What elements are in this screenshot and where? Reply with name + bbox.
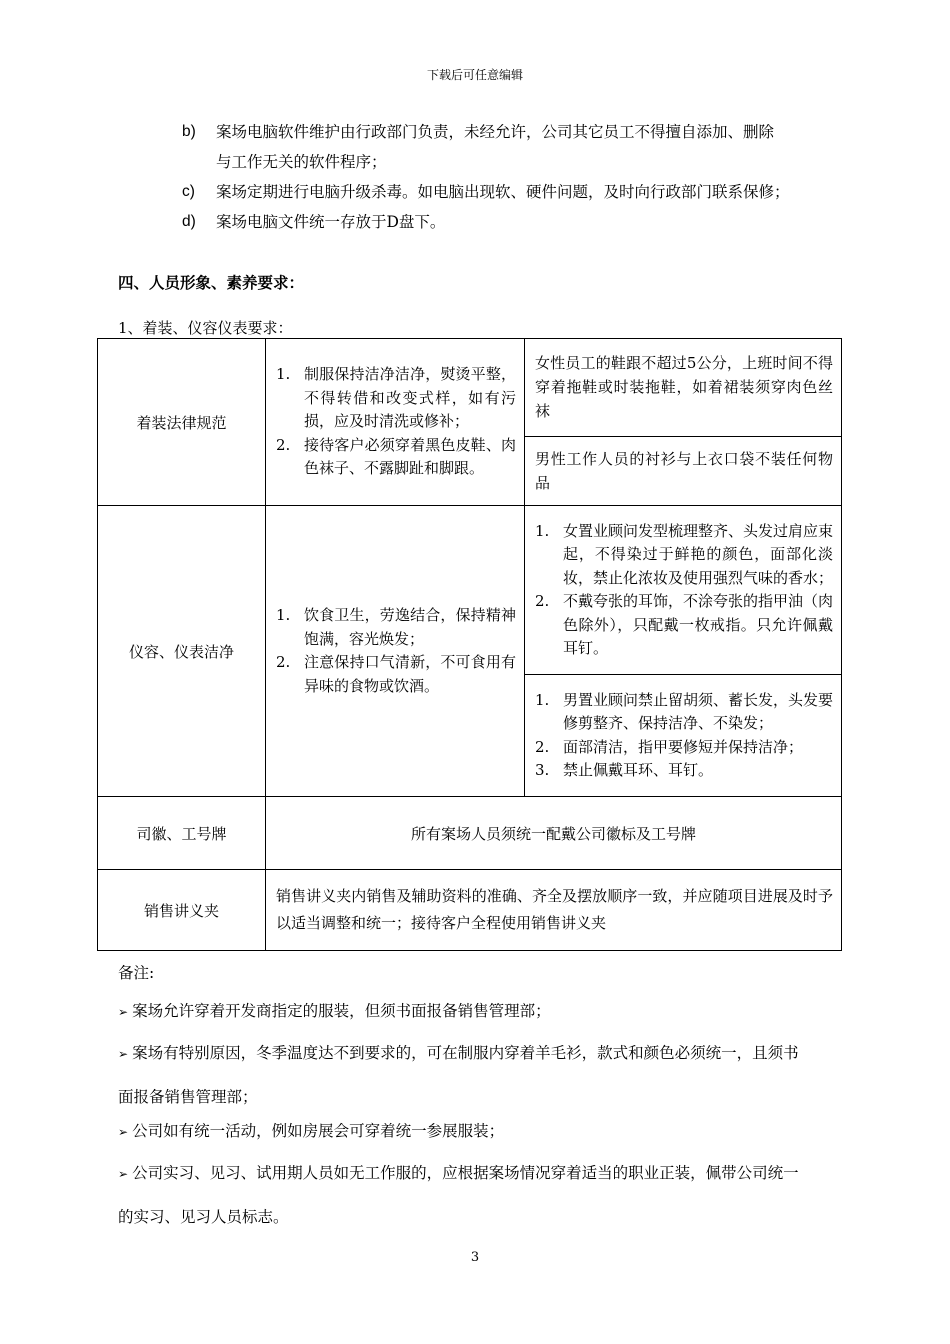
numbered-item: 1. 女置业顾问发型梳理整齐、头发过肩应束起，不得染过于鲜艳的颜色，面部化淡妆，禁止化浓妆及使用强烈气味的香水； (535, 521, 834, 587)
row-label: 仪容、仪表洁净 (98, 506, 266, 797)
item-line: 案场电脑文件统一存放于D盘下。 (216, 213, 446, 231)
male-cell (525, 675, 842, 797)
male-requirement: 男性工作人员的衬衫与上衣口袋不装任何物品 (535, 449, 833, 492)
list-item (182, 117, 842, 177)
item-marker: b) (182, 123, 196, 140)
note-label: 备注: (118, 964, 155, 982)
numbered-item: 1. 饮食卫生，劳逸结合，保持精神饱满，容光焕发； (276, 606, 516, 648)
sub-title: 1、着装、仪容仪表要求： (118, 319, 293, 337)
item-line: 与工作无关的软件程序； (216, 153, 387, 171)
badge-content: 所有案场人员须统一配戴公司徽标及工号牌 (266, 797, 842, 870)
list-item (182, 207, 842, 237)
arrow-bullet-icon: ➢ (118, 1047, 129, 1061)
item-marker: d) (182, 213, 196, 230)
numbered-item: 1. 男置业顾问禁止留胡须、蓄长发，头发要修剪整齐、保持洁净、不染发； (535, 690, 834, 732)
general-cell (266, 339, 525, 506)
arrow-bullet-icon: ➢ (118, 1005, 129, 1019)
note-bullet: ➢ 公司如有统一活动，例如房展会可穿着统一参展服装； (118, 1122, 505, 1140)
item-marker: c) (182, 183, 195, 200)
note-bullet: ➢ 案场允许穿着开发商指定的服装，但须书面报备销售管理部； (118, 1002, 551, 1020)
numbered-item: 2. 面部清洁，指甲要修短并保持洁净； (535, 737, 804, 756)
note-bullet: ➢ 案场有特别原因，冬季温度达不到要求的，可在制服内穿着羊毛衫，款式和颜色必须统一，且须书 面报备销售管理部； (118, 1044, 799, 1106)
note-bullet: ➢ 公司实习、见习、试用期人员如无工作服的，应根据案场情况穿着适当的职业正装，佩带公司统一 的实习、见习人员标志。 (118, 1164, 799, 1226)
dress-code-table (97, 338, 842, 951)
numbered-item: 2. 不戴夸张的耳饰，不涂夸张的指甲油（肉色除外），只配戴一枚戒指。只允许佩戴耳钉。 (535, 592, 834, 657)
list-item (182, 177, 842, 207)
folder-content: 销售讲义夹内销售及辅助资料的准确、齐全及摆放顺序一致，并应随项目进展及时予以适当调整和统一；接待客户全程使用销售讲义夹 (276, 887, 833, 932)
numbered-item: 1. 制服保持洁净洁净，熨烫平整，不得转借和改变式样，如有污损，应及时清洗或修补； (276, 365, 516, 431)
item-line: 案场电脑软件维护由行政部门负责，未经允许，公司其它员工不得擅自添加、删除 (216, 123, 775, 141)
item-line: 案场定期进行电脑升级杀毒。如电脑出现软、硬件问题，及时向行政部门联系保修； (216, 183, 790, 201)
female-cell (525, 339, 842, 437)
female-requirement: 女性员工的鞋跟不超过5公分，上班时间不得穿着拖鞋或时装拖鞋，如着裙装须穿肉色丝袜 (535, 354, 833, 421)
row-label: 着装法律规范 (98, 339, 266, 506)
section-title: 四、人员形象、素养要求： (118, 273, 305, 292)
arrow-bullet-icon: ➢ (118, 1167, 129, 1181)
folder-content-cell (266, 870, 842, 951)
male-cell (525, 436, 842, 505)
numbered-item: 2. 接待客户必须穿着黑色皮鞋、肉色袜子、不露脚趾和脚跟。 (276, 435, 516, 478)
numbered-item: 3. 禁止佩戴耳环、耳钉。 (535, 761, 714, 779)
female-cell (525, 506, 842, 675)
general-cell (266, 506, 525, 797)
page-header: 下载后可任意编辑 (426, 68, 523, 82)
numbered-item: 2. 注意保持口气清新，不可食用有异味的食物或饮酒。 (276, 653, 516, 695)
page-number: 3 (470, 1250, 480, 1265)
row-label: 销售讲义夹 (98, 870, 266, 951)
arrow-bullet-icon: ➢ (118, 1125, 129, 1139)
row-label: 司徽、工号牌 (98, 797, 266, 870)
